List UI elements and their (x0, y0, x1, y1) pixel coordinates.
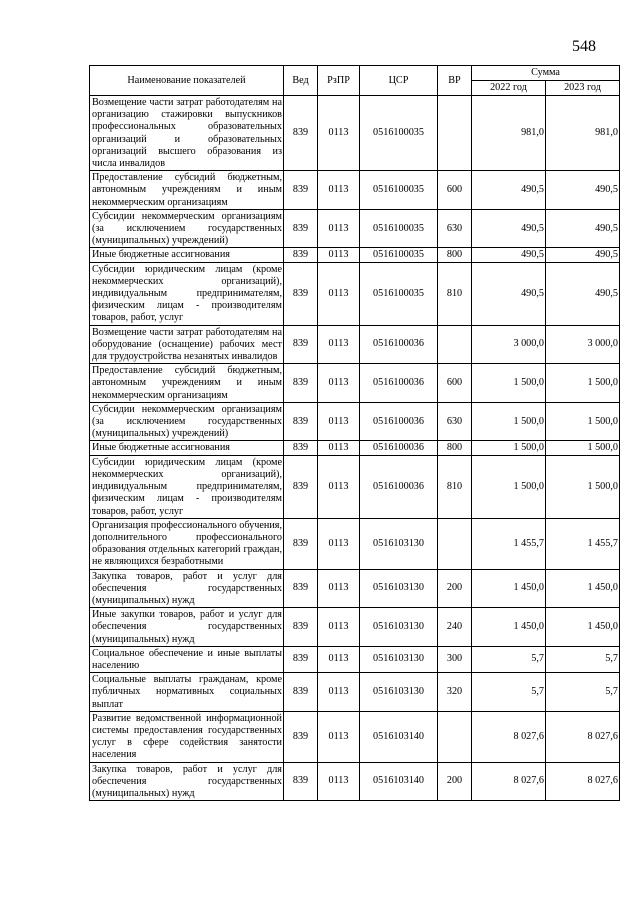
row-csr: 0516100036 (360, 455, 438, 518)
row-vr (438, 96, 472, 171)
row-vr: 630 (438, 402, 472, 441)
row-sum-2023: 8 027,6 (546, 762, 620, 801)
row-sum-2023: 5,7 (546, 673, 620, 712)
row-name: Закупка товаров, работ и услуг для обеспечения государственных (муниципальных) нужд (90, 762, 284, 801)
row-rzpr: 0113 (318, 402, 360, 441)
row-name: Иные закупки товаров, работ и услуг для обеспечения государственных (муниципальных) нужд (90, 608, 284, 647)
row-csr: 0516103140 (360, 762, 438, 801)
row-rzpr: 0113 (318, 209, 360, 248)
row-ved: 839 (284, 441, 318, 455)
row-sum-2022: 1 500,0 (472, 364, 546, 403)
row-rzpr: 0113 (318, 455, 360, 518)
row-name: Субсидии юридическим лицам (кроме некоммерческих организаций), индивидуальным предпринимателям, физическим лицам - производителям товаров, работ, услуг (90, 262, 284, 325)
table-row (90, 171, 620, 210)
row-vr: 800 (438, 248, 472, 262)
header-csr: ЦСР (360, 66, 438, 96)
table-row (90, 402, 620, 441)
table-row (90, 248, 620, 262)
row-sum-2022: 490,5 (472, 262, 546, 325)
row-sum-2022: 8 027,6 (472, 762, 546, 801)
row-vr: 600 (438, 171, 472, 210)
table-row (90, 364, 620, 403)
row-ved: 839 (284, 402, 318, 441)
table-row (90, 762, 620, 801)
row-rzpr: 0113 (318, 364, 360, 403)
row-name: Субсидии юридическим лицам (кроме некоммерческих организаций), индивидуальным предпринимателям, физическим лицам - производителям товаров, работ, услуг (90, 455, 284, 518)
table-body (90, 96, 620, 801)
row-rzpr: 0113 (318, 673, 360, 712)
row-rzpr: 0113 (318, 171, 360, 210)
row-rzpr: 0113 (318, 518, 360, 569)
table-row (90, 455, 620, 518)
row-name: Социальные выплаты гражданам, кроме публичных нормативных социальных выплат (90, 673, 284, 712)
row-sum-2022: 1 450,0 (472, 569, 546, 608)
row-ved: 839 (284, 762, 318, 801)
row-rzpr: 0113 (318, 325, 360, 364)
row-ved: 839 (284, 325, 318, 364)
row-name: Развитие ведомственной информационной системы предоставления государственных услуг в сфере содействия занятости населения (90, 711, 284, 762)
row-rzpr: 0113 (318, 608, 360, 647)
table-row (90, 96, 620, 171)
row-name: Возмещение части затрат работодателям на организацию стажировки выпускников профессиональных образовательных организаций и образовательных организаций высшего образования из числа инвалидов (90, 96, 284, 171)
row-vr: 300 (438, 646, 472, 672)
row-sum-2023: 8 027,6 (546, 711, 620, 762)
row-ved: 839 (284, 171, 318, 210)
row-vr: 200 (438, 569, 472, 608)
row-ved: 839 (284, 364, 318, 403)
row-rzpr: 0113 (318, 248, 360, 262)
header-name: Наименование показателей (90, 66, 284, 96)
row-vr: 810 (438, 455, 472, 518)
row-csr: 0516100036 (360, 325, 438, 364)
table-row (90, 646, 620, 672)
row-ved: 839 (284, 673, 318, 712)
page-number: 548 (572, 38, 596, 55)
row-name: Закупка товаров, работ и услуг для обеспечения государственных (муниципальных) нужд (90, 569, 284, 608)
row-sum-2022: 490,5 (472, 209, 546, 248)
row-sum-2022: 1 500,0 (472, 441, 546, 455)
header-year-2022: 2022 год (472, 81, 546, 96)
row-vr: 320 (438, 673, 472, 712)
table-row (90, 711, 620, 762)
header-vr: ВР (438, 66, 472, 96)
row-rzpr: 0113 (318, 96, 360, 171)
row-sum-2023: 1 500,0 (546, 441, 620, 455)
row-csr: 0516100035 (360, 171, 438, 210)
row-name: Возмещение части затрат работодателям на оборудование (оснащение) рабочих мест для трудоустройства незанятых инвалидов (90, 325, 284, 364)
row-sum-2022: 8 027,6 (472, 711, 546, 762)
table-row (90, 325, 620, 364)
row-vr (438, 518, 472, 569)
row-ved: 839 (284, 569, 318, 608)
row-ved: 839 (284, 608, 318, 647)
row-sum-2022: 5,7 (472, 673, 546, 712)
row-name: Иные бюджетные ассигнования (90, 441, 284, 455)
table-row (90, 569, 620, 608)
row-sum-2023: 490,5 (546, 248, 620, 262)
row-sum-2022: 5,7 (472, 646, 546, 672)
row-name: Субсидии некоммерческим организациям (за исключением государственных (муниципальных) учреждений) (90, 209, 284, 248)
row-sum-2023: 1 500,0 (546, 402, 620, 441)
row-vr (438, 325, 472, 364)
row-csr: 0516103130 (360, 518, 438, 569)
row-name: Социальное обеспечение и иные выплаты населению (90, 646, 284, 672)
row-csr: 0516103130 (360, 608, 438, 647)
header-rzpr: РзПР (318, 66, 360, 96)
row-rzpr: 0113 (318, 646, 360, 672)
row-rzpr: 0113 (318, 441, 360, 455)
budget-table (89, 65, 620, 801)
row-csr: 0516103130 (360, 673, 438, 712)
table-row (90, 673, 620, 712)
row-vr: 630 (438, 209, 472, 248)
row-sum-2023: 1 450,0 (546, 608, 620, 647)
row-rzpr: 0113 (318, 762, 360, 801)
row-name: Предоставление субсидий бюджетным, автономным учреждениям и иным некоммерческим организациям (90, 364, 284, 403)
row-rzpr: 0113 (318, 711, 360, 762)
row-sum-2023: 1 455,7 (546, 518, 620, 569)
row-ved: 839 (284, 455, 318, 518)
row-ved: 839 (284, 518, 318, 569)
table-row (90, 441, 620, 455)
header-ved: Вед (284, 66, 318, 96)
row-vr: 240 (438, 608, 472, 647)
table-row (90, 518, 620, 569)
row-csr: 0516103130 (360, 569, 438, 608)
row-sum-2023: 490,5 (546, 262, 620, 325)
row-vr (438, 711, 472, 762)
row-csr: 0516100036 (360, 441, 438, 455)
table-row (90, 608, 620, 647)
row-name: Иные бюджетные ассигнования (90, 248, 284, 262)
row-csr: 0516103140 (360, 711, 438, 762)
row-name: Организация профессионального обучения, дополнительного профессионального образования отдельных категорий граждан, не являющихся безработными (90, 518, 284, 569)
row-sum-2023: 490,5 (546, 171, 620, 210)
row-sum-2023: 1 450,0 (546, 569, 620, 608)
row-ved: 839 (284, 209, 318, 248)
row-sum-2023: 981,0 (546, 96, 620, 171)
row-sum-2022: 3 000,0 (472, 325, 546, 364)
row-sum-2022: 1 455,7 (472, 518, 546, 569)
row-ved: 839 (284, 96, 318, 171)
row-csr: 0516100035 (360, 262, 438, 325)
row-sum-2023: 5,7 (546, 646, 620, 672)
header-row (90, 66, 620, 81)
row-rzpr: 0113 (318, 569, 360, 608)
row-csr: 0516103130 (360, 646, 438, 672)
row-sum-2022: 490,5 (472, 171, 546, 210)
row-vr: 810 (438, 262, 472, 325)
row-sum-2023: 1 500,0 (546, 364, 620, 403)
row-vr: 200 (438, 762, 472, 801)
row-csr: 0516100036 (360, 364, 438, 403)
row-csr: 0516100036 (360, 402, 438, 441)
row-sum-2023: 490,5 (546, 209, 620, 248)
row-ved: 839 (284, 711, 318, 762)
row-sum-2022: 981,0 (472, 96, 546, 171)
row-rzpr: 0113 (318, 262, 360, 325)
row-csr: 0516100035 (360, 96, 438, 171)
header-sum: Сумма (472, 66, 620, 81)
row-csr: 0516100035 (360, 248, 438, 262)
row-ved: 839 (284, 262, 318, 325)
row-sum-2022: 1 450,0 (472, 608, 546, 647)
row-ved: 839 (284, 646, 318, 672)
row-sum-2022: 1 500,0 (472, 402, 546, 441)
row-sum-2022: 490,5 (472, 248, 546, 262)
table-row (90, 262, 620, 325)
row-sum-2022: 1 500,0 (472, 455, 546, 518)
row-csr: 0516100035 (360, 209, 438, 248)
row-ved: 839 (284, 248, 318, 262)
table-row (90, 209, 620, 248)
header-year-2023: 2023 год (546, 81, 620, 96)
row-name: Субсидии некоммерческим организациям (за исключением государственных (муниципальных) учреждений) (90, 402, 284, 441)
row-vr: 800 (438, 441, 472, 455)
row-vr: 600 (438, 364, 472, 403)
row-name: Предоставление субсидий бюджетным, автономным учреждениям и иным некоммерческим организациям (90, 171, 284, 210)
row-sum-2023: 1 500,0 (546, 455, 620, 518)
row-sum-2023: 3 000,0 (546, 325, 620, 364)
